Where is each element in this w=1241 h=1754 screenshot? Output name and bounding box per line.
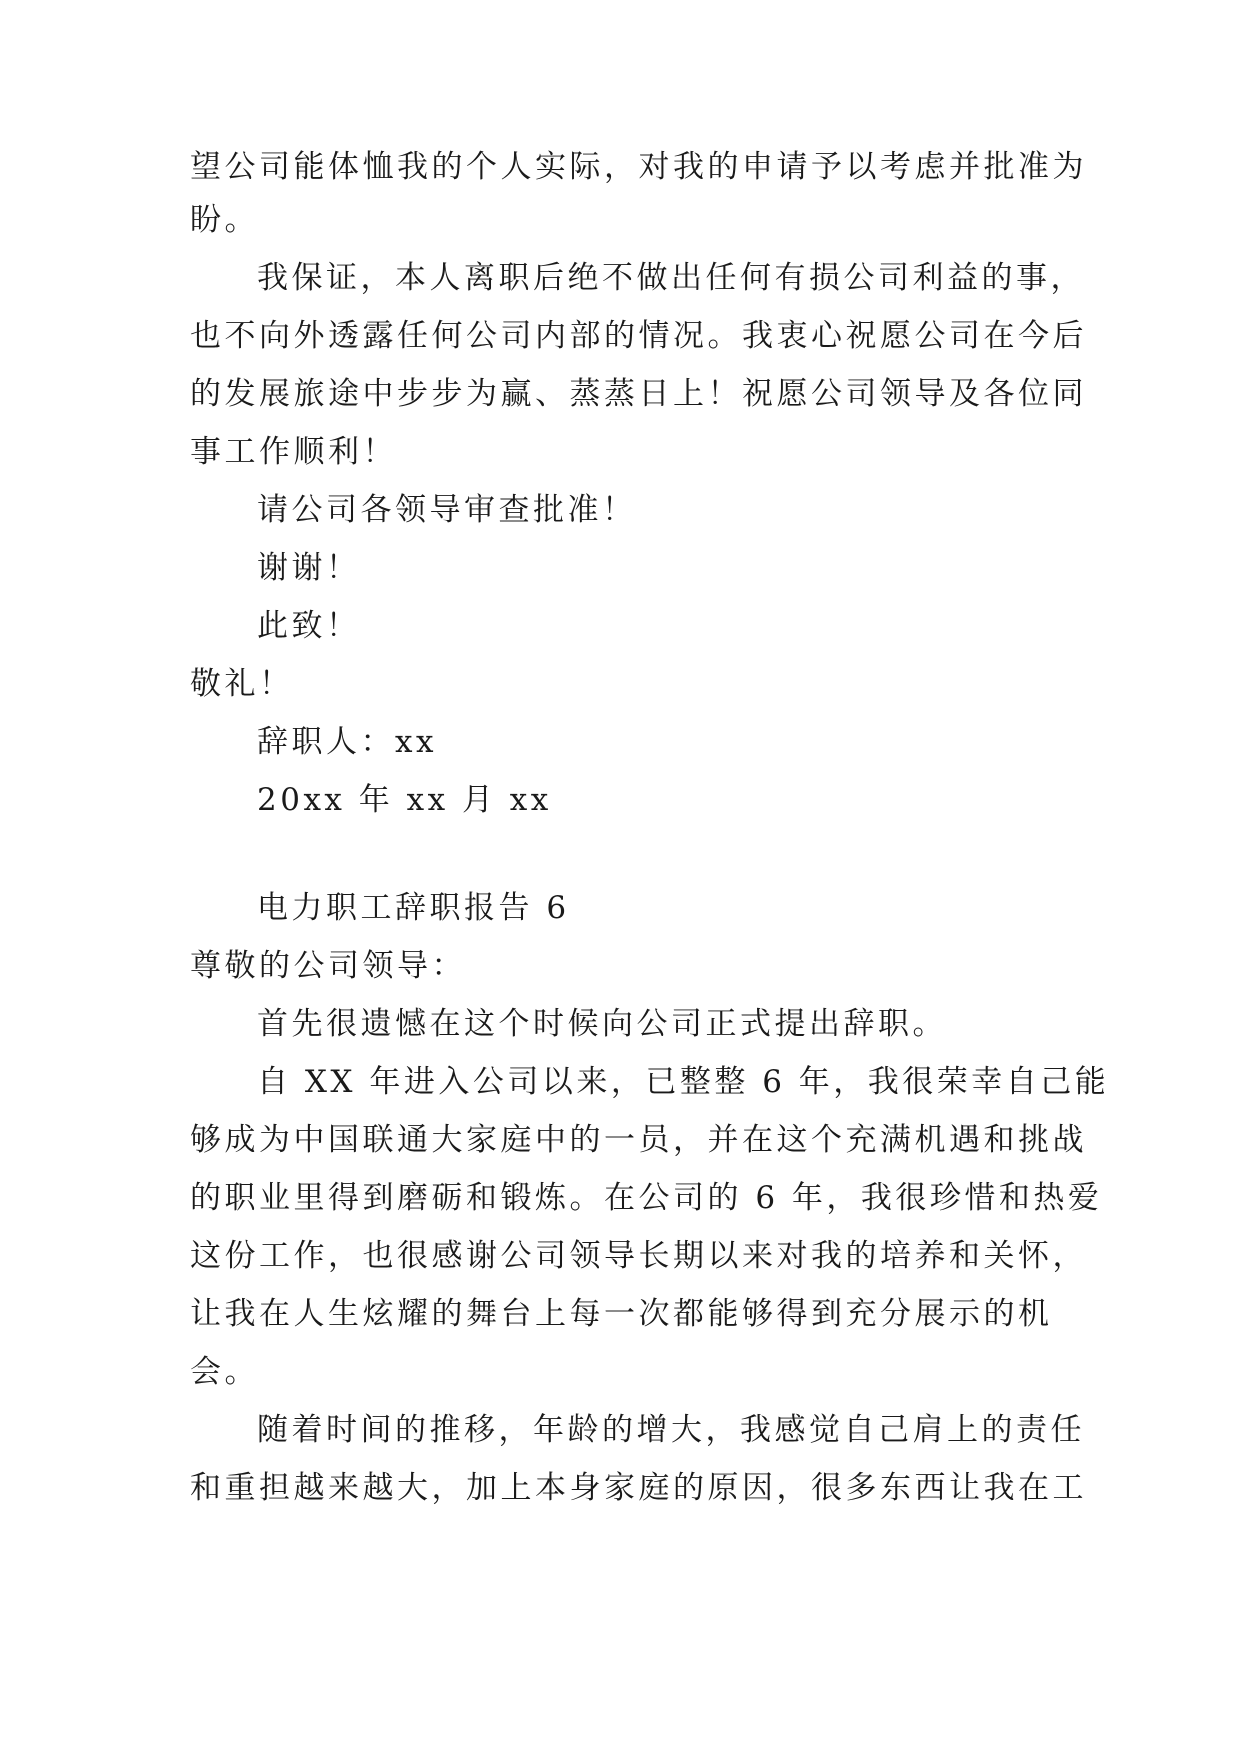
paragraph-line: 望公司能体恤我的个人实际，对我的申请予以考虑并批准为 <box>190 149 1087 185</box>
paragraph-line: 请公司各领导审查批准！ <box>257 492 637 528</box>
paragraph-line: 随着时间的推移，年龄的增大，我感觉自己肩上的责任 <box>257 1412 1085 1448</box>
section-title: 电力职工辞职报告 6 <box>257 890 570 926</box>
paragraph-line: 盼。 <box>190 202 259 238</box>
salutation: 尊敬的公司领导： <box>190 948 466 984</box>
paragraph-line: 自 XX 年进入公司以来，已整整 6 年，我很荣幸自己能 <box>257 1064 1110 1100</box>
paragraph-line: 这份工作，也很感谢公司领导长期以来对我的培养和关怀， <box>190 1238 1087 1274</box>
paragraph-line: 首先很遗憾在这个时候向公司正式提出辞职。 <box>257 1006 947 1042</box>
paragraph-line: 我保证，本人离职后绝不做出任何有损公司利益的事， <box>257 260 1085 296</box>
signature-line: 辞职人：xx <box>257 724 437 760</box>
paragraph-line: 会。 <box>190 1354 259 1390</box>
paragraph-line: 谢谢！ <box>257 550 361 586</box>
paragraph-line: 也不向外透露任何公司内部的情况。我衷心祝愿公司在今后 <box>190 318 1087 354</box>
paragraph-line: 敬礼！ <box>190 666 294 702</box>
date-line: 20xx 年 xx 月 xx <box>257 782 552 818</box>
paragraph-line: 事工作顺利！ <box>190 434 397 470</box>
paragraph-line: 让我在人生炫耀的舞台上每一次都能够得到充分展示的机 <box>190 1296 1053 1332</box>
paragraph-line: 够成为中国联通大家庭中的一员，并在这个充满机遇和挑战 <box>190 1122 1087 1158</box>
paragraph-line: 的职业里得到磨砺和锻炼。在公司的 6 年，我很珍惜和热爱 <box>190 1180 1103 1216</box>
paragraph-line: 此致！ <box>257 608 361 644</box>
paragraph-line: 和重担越来越大，加上本身家庭的原因，很多东西让我在工 <box>190 1470 1087 1506</box>
paragraph-line: 的发展旅途中步步为赢、蒸蒸日上！祝愿公司领导及各位同 <box>190 376 1087 412</box>
